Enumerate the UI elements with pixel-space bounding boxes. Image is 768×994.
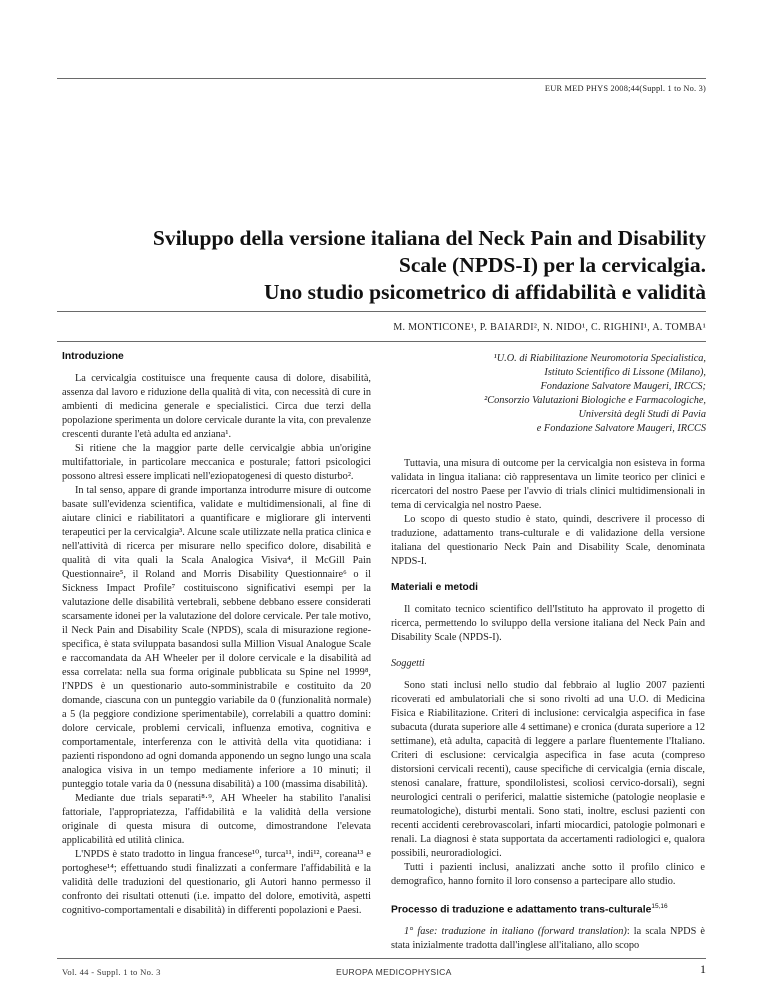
article-title-line-3: Uno studio psicometrico di affidabilità e validità: [264, 280, 706, 304]
affiliation-line: Fondazione Salvatore Maugeri, IRCCS;: [540, 381, 706, 392]
top-rule: [57, 78, 706, 79]
article-title-line-2: Scale (NPDS-I) per la cervicalgia.: [398, 253, 706, 277]
body-paragraph: Sono stati inclusi nello studio dal febbraio al luglio 2007 pazienti ricoverati ed ambulatoriali che si sono rivolti ad una U.O. di Medicina Fisica e Riabilitazione. Criteri di inclusione: cervicalgia aspecifica in fase subacuta (durata superiore alle 4 settimane) e cronica (durata superiore a 12 settimane), età adulta, capacità di leggere a parlare fluentemente l'Italiano. Criteri di esclusione: cervicalgia aspecifica in fase acuta (compreso distorsioni cervicali recenti), cause specifiche di cervicalgia (ernia discale, stenosi canalare, fratture, spondilolistesi, scoliosi cervico-dorsali), segni neurologici centrali o periferici, malattie sistemiche (patologie neoplasie e reumatologiche), disturbi mentali. Sono stati, inoltre, esclusi pazienti con recenti accidenti cerebrovascolari, infarti miocardici, patologie polmonari e renali. La diagnosi è stata supportata da accertamenti radiologici e, qualora possibili, neuroradiologici.: [391, 680, 705, 859]
affiliation-line: ²Consorzio Valutazioni Biologiche e Farmacologiche,: [484, 395, 706, 406]
affiliation-line: e Fondazione Salvatore Maugeri, IRCCS: [536, 423, 706, 434]
footer-volume: Vol. 44 - Suppl. 1 to No. 3: [62, 967, 161, 977]
body-paragraph: [391, 925, 705, 953]
affiliation-line: Università degli Studi di Pavia: [578, 409, 706, 420]
title-rule: [57, 311, 706, 312]
affiliation-line: ¹U.O. di Riabilitazione Neuromotoria Specialistica,: [493, 353, 706, 364]
methods-heading: Materiali e metodi: [391, 582, 478, 593]
article-title-line-1: Sviluppo della versione italiana del Neck Pain and Disability: [152, 226, 706, 250]
process-heading-citation: 15,16: [651, 903, 668, 910]
introduction-heading: Introduzione: [62, 351, 124, 362]
author-list: M. MONTICONE¹, P. BAIARDI², N. NIDO¹, C. RIGHINI¹, A. TOMBA¹: [393, 322, 706, 333]
body-paragraph: Tutti i pazienti inclusi, analizzati anche sotto il profilo clinico e demografico, hanno fornito il loro consenso a partecipare allo studio.: [391, 862, 705, 887]
subjects-heading: Soggetti: [391, 658, 425, 669]
phase1-text: : la scala NPDS è stata inizialmente tradotta dall'inglese all'italiano, allo scopo: [391, 926, 705, 952]
footer-journal-name: EUROPA MEDICOPHYSICA: [336, 967, 452, 977]
process-heading: [391, 900, 705, 917]
phase1-label: 1° fase: traduzione in italiano (forward translation): [404, 926, 627, 938]
page-number: 1: [700, 962, 706, 976]
body-paragraph: La cervicalgia costituisce una frequente causa di dolore, disabilità, assenza dal lavoro e riduzione della qualità di vita, con necessità di cure in ambienti di medicina generale e specialistici. Circa due terzi della popolazione sperimenta un dolore cervicale durante la vita, con prevalenze crescenti durante l'età adulta ed anziana¹.: [62, 373, 371, 440]
footer-rule: [57, 958, 706, 959]
left-column: [62, 350, 371, 918]
body-paragraph: In tal senso, appare di grande importanza introdurre misure di outcome basate sull'evidenza scientifica, validate e multidimensionali, al fine di aiutare clinici e riabilitatori a quantificare e migliorare gli interventi terapeutici per la cervicalgia³. Alcune scale utilizzate nella pratica clinica e nell'attività di ricerca per misurare nello specifico dolore, disabilità e qualità di vita quali la Scala Analogica Visiva⁴, il McGill Pain Questionnaire⁵, il Roland and Morris Disability Questionnaire⁶ o il Sickness Impact Profile⁷ costituiscono significativi esempi per la valutazione delle disabilità vertebrali, sebbene debbano essere considerati scarsamente idonei per la valutazione del dolore cervicale. Per tale motivo, il Neck Pain and Disability Scale (NPDS), scala di misurazione regione-specifica, è stata sviluppata basandosi sulla Million Visual Analogue Scale e raccomandata da AH Wheeler per il dolore cervicale e la disabilità ad essa correlata: nella sua forma originale pubblicata su Spine nel 1999⁸, l'NPDS è un questionario auto-somministrabile e costituito da 20 domande, ciascuna con un punteggio variabile da 0 (funzionalità normale) a 5 (la peggiore condizione sperimentabile), correlabili a quattro domini: dolore cervicale, problemi cervicali, influenza emotiva, cognitiva e comportamentale, interferenza con le attività della vita quotidiana: i pazienti rispondono ad ogni domanda apponendo un segno lungo una scala analogica visiva in un tempo mediamente inferiore a 10 minuti; il punteggio totale varia da 0 (nessuna disabilità) a 100 (massima disabilità).: [62, 485, 371, 790]
process-heading-text: Processo di traduzione e adattamento trans-culturale: [391, 904, 652, 916]
body-paragraph: Si ritiene che la maggior parte delle cervicalgie abbia un'origine multifattoriale, in particolare meccanica e posturale; fattori psicologici possono altresì essere implicati nell'eziopatogenesi di questo disturbo².: [62, 443, 371, 482]
body-paragraph: Lo scopo di questo studio è stato, quindi, descrivere il processo di traduzione, adattamento trans-culturale e di validazione della versione italiana del questionario Neck Pain and Disability Scale, denominata NPDS-I.: [391, 514, 705, 567]
body-paragraph: L'NPDS è stato tradotto in lingua francese¹⁰, turca¹¹, indi¹², coreana¹³ e portoghese¹⁴; effettuando studi finalizzati a confermare l'affidabilità e la validità delle traduzioni del questionario, gli Autori hanno permesso il confronto dei risultati ottenuti (i.e. impatto del dolore, emotività, aspetti cognitivo-comportamentali e disabilità) in differenti popolazioni e Paesi.: [62, 849, 371, 916]
right-column: [391, 457, 705, 953]
journal-reference: EUR MED PHYS 2008;44(Suppl. 1 to No. 3): [544, 84, 706, 93]
body-paragraph: Il comitato tecnico scientifico dell'Istituto ha approvato il progetto di ricerca, permettendo lo sviluppo della versione italiana del Neck Pain and Disability Scale (NPDS-I).: [391, 604, 705, 643]
body-paragraph: Mediante due trials separati⁸·⁹, AH Wheeler ha stabilito l'analisi fattoriale, l'appropriatezza, l'affidabilità e la validità della versione originale di questa misura di outcome, dimostrandone l'elevata applicabilità ed utilità clinica.: [62, 793, 371, 846]
author-rule: [57, 341, 706, 342]
body-paragraph: Tuttavia, una misura di outcome per la cervicalgia non esisteva in forma validata in lingua italiana: ciò rappresentava un limite teorico per clinici e ricercatori del nostro Paese per l'avvio di trials clinici multidimensionali in tema di cervicalgia nel nostro Paese.: [391, 458, 705, 511]
affiliation-line: Istituto Scientifico di Lissone (Milano),: [544, 367, 706, 378]
